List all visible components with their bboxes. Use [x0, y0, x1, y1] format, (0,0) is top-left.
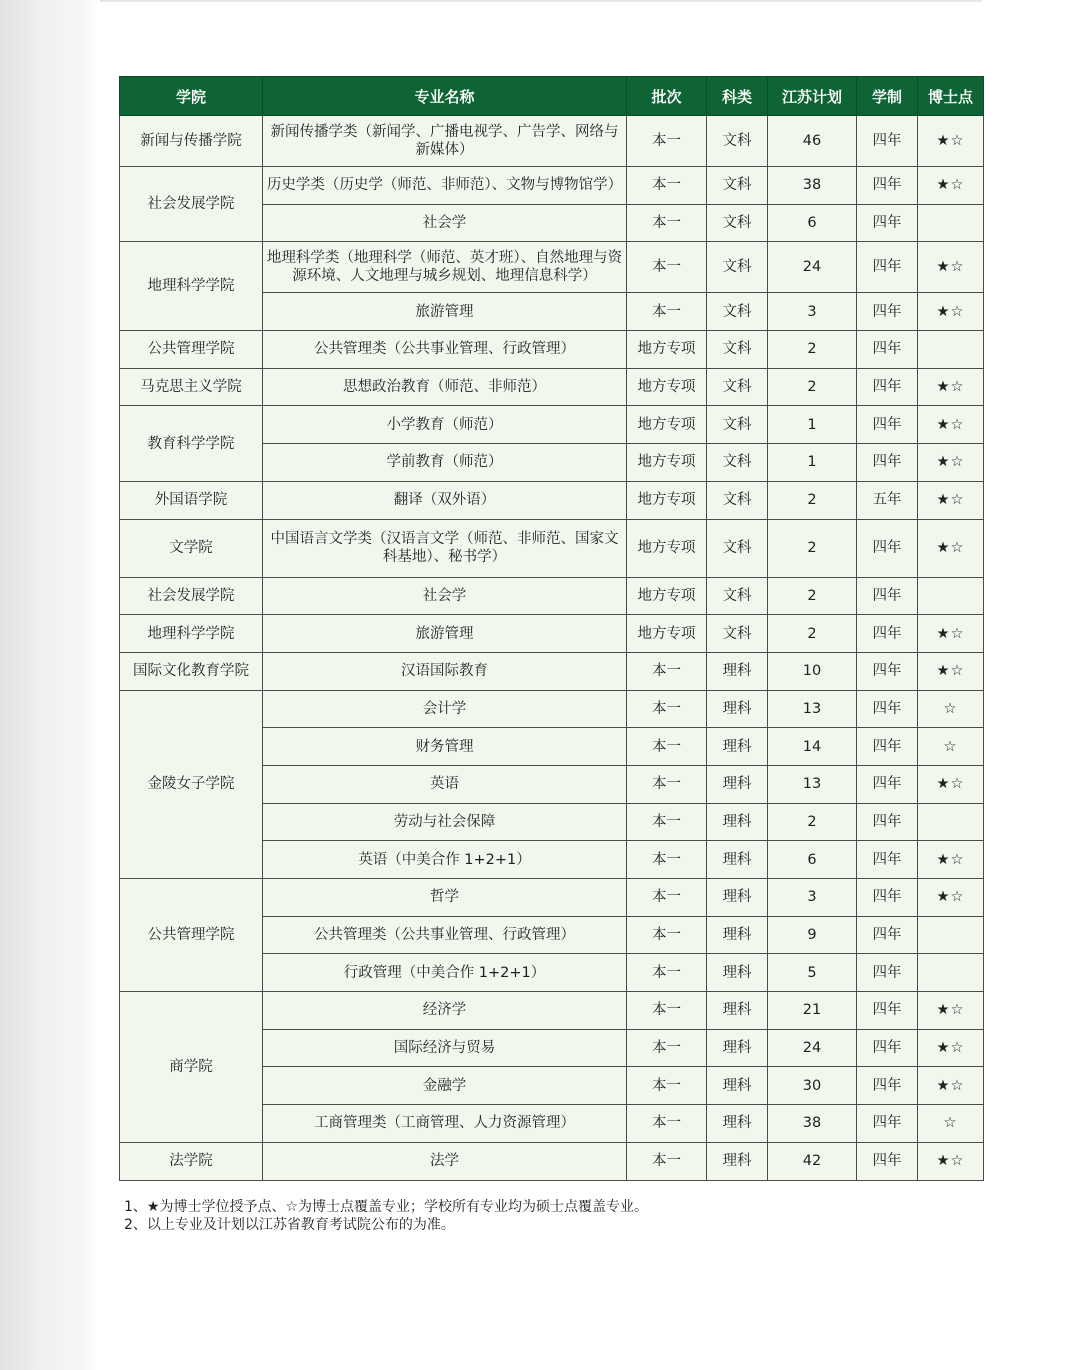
table-row [120, 242, 984, 293]
duration-cell: 四年 [857, 293, 918, 331]
batch-cell: 本一 [627, 293, 707, 331]
batch-cell: 本一 [627, 652, 707, 690]
major-cell: 汉语国际教育 [263, 652, 627, 690]
header-category: 科类 [707, 77, 768, 116]
major-cell: 经济学 [263, 992, 627, 1030]
phd-cell: ★☆ [918, 406, 984, 444]
duration-cell: 四年 [857, 690, 918, 728]
batch-cell: 本一 [627, 728, 707, 766]
table-row [120, 992, 984, 1030]
major-cell: 小学教育（师范） [263, 406, 627, 444]
batch-cell: 地方专项 [627, 368, 707, 406]
batch-cell: 本一 [627, 992, 707, 1030]
category-cell: 文科 [707, 293, 768, 331]
table-row [120, 167, 984, 205]
phd-cell [918, 954, 984, 992]
table-header-row [120, 77, 984, 116]
header-college: 学院 [120, 77, 263, 116]
category-cell: 理科 [707, 803, 768, 841]
category-cell: 文科 [707, 368, 768, 406]
duration-cell: 四年 [857, 1029, 918, 1067]
category-cell: 理科 [707, 690, 768, 728]
college-cell: 法学院 [120, 1142, 263, 1180]
plan-cell: 2 [768, 519, 857, 577]
college-cell: 公共管理学院 [120, 331, 263, 369]
phd-cell: ★☆ [918, 481, 984, 519]
phd-cell: ★☆ [918, 652, 984, 690]
table-row [120, 577, 984, 615]
college-cell: 社会发展学院 [120, 577, 263, 615]
category-cell: 文科 [707, 116, 768, 167]
major-cell: 新闻传播学类（新闻学、广播电视学、广告学、网络与新媒体） [263, 116, 627, 167]
major-cell: 地理科学类（地理科学（师范、英才班）、自然地理与资源环境、人文地理与城乡规划、地理信息科学） [263, 242, 627, 293]
footnotes [124, 1198, 648, 1234]
college-cell: 社会发展学院 [120, 167, 263, 242]
header-batch: 批次 [627, 77, 707, 116]
batch-cell: 本一 [627, 879, 707, 917]
batch-cell: 本一 [627, 1105, 707, 1143]
batch-cell: 地方专项 [627, 577, 707, 615]
footnote-1: 1、★为博士学位授予点、☆为博士点覆盖专业；学校所有专业均为硕士点覆盖专业。 [124, 1199, 649, 1215]
batch-cell: 地方专项 [627, 444, 707, 482]
phd-cell: ★☆ [918, 444, 984, 482]
category-cell: 理科 [707, 1142, 768, 1180]
major-cell: 英语（中美合作 1+2+1） [263, 841, 627, 879]
plan-cell: 5 [768, 954, 857, 992]
major-cell: 哲学 [263, 879, 627, 917]
major-cell: 工商管理类（工商管理、人力资源管理） [263, 1105, 627, 1143]
header-plan: 江苏计划 [768, 77, 857, 116]
category-cell: 理科 [707, 879, 768, 917]
plan-cell: 38 [768, 167, 857, 205]
college-cell: 外国语学院 [120, 481, 263, 519]
plan-cell: 3 [768, 879, 857, 917]
plan-cell: 2 [768, 331, 857, 369]
plan-cell: 3 [768, 293, 857, 331]
major-cell: 思想政治教育（师范、非师范） [263, 368, 627, 406]
plan-cell: 46 [768, 116, 857, 167]
duration-cell: 四年 [857, 242, 918, 293]
plan-cell: 30 [768, 1067, 857, 1105]
category-cell: 文科 [707, 331, 768, 369]
category-cell: 文科 [707, 519, 768, 577]
phd-cell [918, 803, 984, 841]
batch-cell: 本一 [627, 204, 707, 242]
plan-cell: 1 [768, 406, 857, 444]
category-cell: 文科 [707, 406, 768, 444]
batch-cell: 地方专项 [627, 481, 707, 519]
college-cell: 地理科学学院 [120, 242, 263, 331]
phd-cell [918, 916, 984, 954]
major-cell: 社会学 [263, 577, 627, 615]
batch-cell: 地方专项 [627, 406, 707, 444]
duration-cell: 四年 [857, 577, 918, 615]
plan-cell: 2 [768, 368, 857, 406]
batch-cell: 本一 [627, 803, 707, 841]
phd-cell: ☆ [918, 1105, 984, 1143]
duration-cell: 四年 [857, 1067, 918, 1105]
duration-cell: 四年 [857, 615, 918, 653]
batch-cell: 地方专项 [627, 615, 707, 653]
category-cell: 理科 [707, 1105, 768, 1143]
category-cell: 理科 [707, 652, 768, 690]
category-cell: 文科 [707, 444, 768, 482]
table-row [120, 116, 984, 167]
duration-cell: 四年 [857, 954, 918, 992]
header-phd: 博士点 [918, 77, 984, 116]
plan-cell: 2 [768, 803, 857, 841]
major-cell: 学前教育（师范） [263, 444, 627, 482]
duration-cell: 四年 [857, 116, 918, 167]
table-row [120, 519, 984, 577]
major-cell: 公共管理类（公共事业管理、行政管理） [263, 331, 627, 369]
major-cell: 旅游管理 [263, 293, 627, 331]
plan-cell: 2 [768, 615, 857, 653]
table-row [120, 1142, 984, 1180]
batch-cell: 本一 [627, 1142, 707, 1180]
college-cell: 教育科学学院 [120, 406, 263, 481]
duration-cell: 四年 [857, 204, 918, 242]
duration-cell: 五年 [857, 481, 918, 519]
college-cell: 国际文化教育学院 [120, 652, 263, 690]
footnote-2: 2、以上专业及计划以江苏省教育考试院公布的为准。 [124, 1217, 455, 1233]
major-cell: 行政管理（中美合作 1+2+1） [263, 954, 627, 992]
category-cell: 理科 [707, 916, 768, 954]
category-cell: 理科 [707, 841, 768, 879]
plan-cell: 13 [768, 765, 857, 803]
phd-cell [918, 577, 984, 615]
table-row [120, 368, 984, 406]
plan-cell: 24 [768, 242, 857, 293]
phd-cell: ★☆ [918, 992, 984, 1030]
major-cell: 会计学 [263, 690, 627, 728]
duration-cell: 四年 [857, 879, 918, 917]
table-row [120, 481, 984, 519]
plan-cell: 2 [768, 481, 857, 519]
major-cell: 历史学类（历史学（师范、非师范）、文物与博物馆学） [263, 167, 627, 205]
table-body [120, 116, 984, 1181]
college-cell: 公共管理学院 [120, 879, 263, 992]
phd-cell: ★☆ [918, 116, 984, 167]
plan-cell: 10 [768, 652, 857, 690]
phd-cell: ★☆ [918, 167, 984, 205]
phd-cell: ★☆ [918, 765, 984, 803]
college-cell: 地理科学学院 [120, 615, 263, 653]
duration-cell: 四年 [857, 368, 918, 406]
plan-cell: 2 [768, 577, 857, 615]
plan-cell: 1 [768, 444, 857, 482]
plan-cell: 38 [768, 1105, 857, 1143]
plan-cell: 24 [768, 1029, 857, 1067]
category-cell: 文科 [707, 615, 768, 653]
batch-cell: 地方专项 [627, 519, 707, 577]
duration-cell: 四年 [857, 841, 918, 879]
major-cell: 金融学 [263, 1067, 627, 1105]
duration-cell: 四年 [857, 444, 918, 482]
duration-cell: 四年 [857, 916, 918, 954]
plan-cell: 13 [768, 690, 857, 728]
major-cell: 劳动与社会保障 [263, 803, 627, 841]
phd-cell: ★☆ [918, 368, 984, 406]
major-cell: 公共管理类（公共事业管理、行政管理） [263, 916, 627, 954]
plan-cell: 9 [768, 916, 857, 954]
phd-cell: ☆ [918, 690, 984, 728]
college-cell: 文学院 [120, 519, 263, 577]
category-cell: 理科 [707, 954, 768, 992]
batch-cell: 本一 [627, 167, 707, 205]
table-row [120, 615, 984, 653]
major-cell: 旅游管理 [263, 615, 627, 653]
phd-cell: ★☆ [918, 1067, 984, 1105]
college-cell: 新闻与传播学院 [120, 116, 263, 167]
phd-cell: ★☆ [918, 1142, 984, 1180]
batch-cell: 本一 [627, 116, 707, 167]
duration-cell: 四年 [857, 1105, 918, 1143]
major-cell: 财务管理 [263, 728, 627, 766]
duration-cell: 四年 [857, 406, 918, 444]
plan-cell: 6 [768, 841, 857, 879]
top-divider [100, 0, 982, 2]
category-cell: 文科 [707, 577, 768, 615]
phd-cell: ★☆ [918, 615, 984, 653]
category-cell: 理科 [707, 728, 768, 766]
batch-cell: 本一 [627, 1067, 707, 1105]
major-cell: 国际经济与贸易 [263, 1029, 627, 1067]
phd-cell: ☆ [918, 728, 984, 766]
major-cell: 法学 [263, 1142, 627, 1180]
category-cell: 理科 [707, 1029, 768, 1067]
phd-cell: ★☆ [918, 519, 984, 577]
college-cell: 马克思主义学院 [120, 368, 263, 406]
phd-cell: ★☆ [918, 841, 984, 879]
batch-cell: 本一 [627, 765, 707, 803]
batch-cell: 本一 [627, 1029, 707, 1067]
table-row [120, 690, 984, 728]
duration-cell: 四年 [857, 167, 918, 205]
batch-cell: 本一 [627, 690, 707, 728]
category-cell: 理科 [707, 992, 768, 1030]
table-row [120, 406, 984, 444]
duration-cell: 四年 [857, 652, 918, 690]
enrollment-plan-table [119, 76, 984, 1181]
header-major: 专业名称 [263, 77, 627, 116]
duration-cell: 四年 [857, 992, 918, 1030]
phd-cell [918, 331, 984, 369]
college-cell: 商学院 [120, 992, 263, 1143]
plan-cell: 6 [768, 204, 857, 242]
major-cell: 英语 [263, 765, 627, 803]
category-cell: 文科 [707, 167, 768, 205]
phd-cell [918, 204, 984, 242]
phd-cell: ★☆ [918, 1029, 984, 1067]
plan-cell: 14 [768, 728, 857, 766]
major-cell: 翻译（双外语） [263, 481, 627, 519]
category-cell: 理科 [707, 1067, 768, 1105]
duration-cell: 四年 [857, 803, 918, 841]
batch-cell: 地方专项 [627, 331, 707, 369]
phd-cell: ★☆ [918, 242, 984, 293]
phd-cell: ★☆ [918, 879, 984, 917]
table-row [120, 331, 984, 369]
table-row [120, 879, 984, 917]
header-duration: 学制 [857, 77, 918, 116]
category-cell: 文科 [707, 481, 768, 519]
category-cell: 理科 [707, 765, 768, 803]
category-cell: 文科 [707, 204, 768, 242]
major-cell: 社会学 [263, 204, 627, 242]
batch-cell: 本一 [627, 954, 707, 992]
major-cell: 中国语言文学类（汉语言文学（师范、非师范、国家文科基地）、秘书学） [263, 519, 627, 577]
duration-cell: 四年 [857, 765, 918, 803]
batch-cell: 本一 [627, 242, 707, 293]
duration-cell: 四年 [857, 728, 918, 766]
table-row [120, 652, 984, 690]
duration-cell: 四年 [857, 1142, 918, 1180]
plan-cell: 21 [768, 992, 857, 1030]
college-cell: 金陵女子学院 [120, 690, 263, 878]
duration-cell: 四年 [857, 331, 918, 369]
plan-cell: 42 [768, 1142, 857, 1180]
duration-cell: 四年 [857, 519, 918, 577]
category-cell: 文科 [707, 242, 768, 293]
batch-cell: 本一 [627, 916, 707, 954]
batch-cell: 本一 [627, 841, 707, 879]
phd-cell: ★☆ [918, 293, 984, 331]
